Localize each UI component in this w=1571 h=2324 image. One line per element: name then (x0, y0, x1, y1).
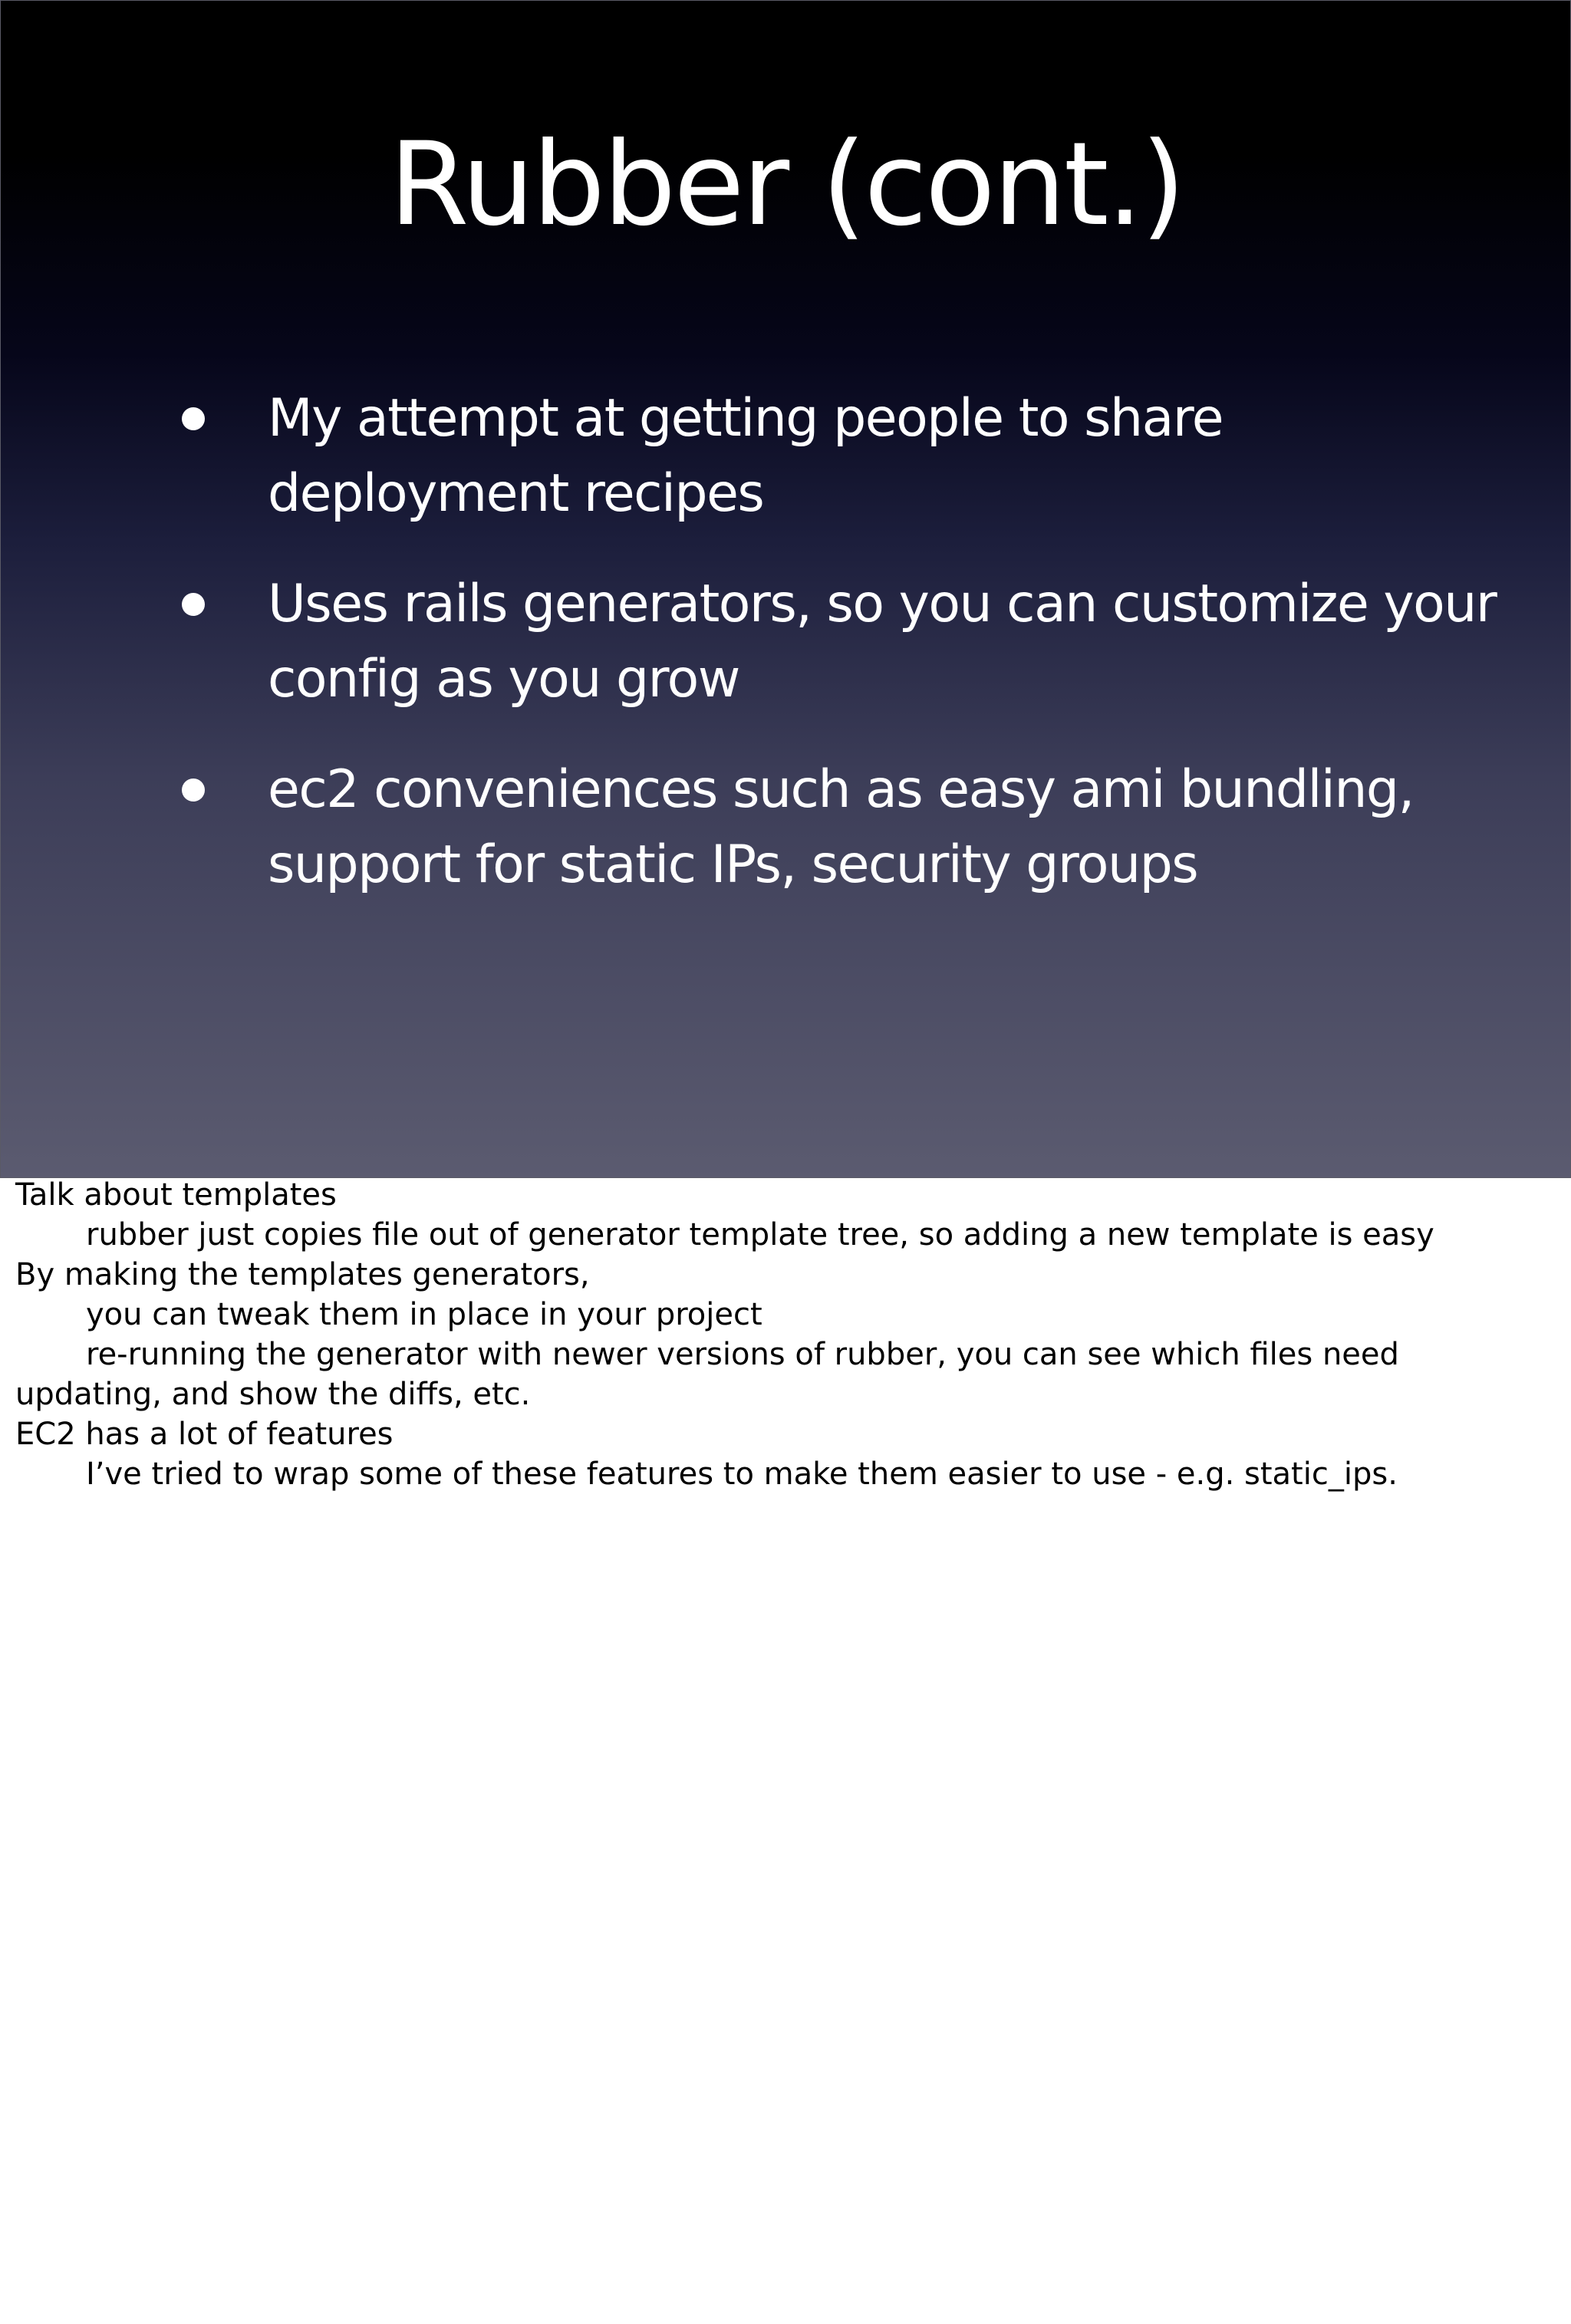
slide-title: Rubber (cont.) (389, 118, 1184, 252)
note-line: EC2 has a lot of features (15, 1417, 394, 1452)
bullet-item (182, 752, 1501, 903)
note-line: I’ve tried to wrap some of these features to make them easier to use - e.g. static_ips. (86, 1457, 1398, 1492)
note-line: Talk about templates (15, 1177, 337, 1213)
bullet-text: ec2 conveniences such as easy ami bundling, support for static IPs, security groups (268, 759, 1414, 895)
note-line: updating, and show the diffs, etc. (15, 1377, 531, 1412)
bullet-dot-icon (182, 593, 205, 616)
bullet-text: My attempt at getting people to share deployment recipes (268, 388, 1224, 524)
bullet-dot-icon (182, 407, 205, 430)
bullet-dot-icon (182, 779, 205, 802)
note-line: you can tweak them in place in your project (86, 1297, 762, 1332)
speaker-notes (15, 1175, 1557, 1494)
bullet-text: Uses rails generators, so you can customize your config as you grow (268, 574, 1497, 709)
note-line: rubber just copies file out of generator template tree, so adding a new template is easy (86, 1217, 1434, 1253)
note-line: By making the templates generators, (15, 1257, 590, 1292)
bullet-item (182, 381, 1501, 532)
bullet-list (182, 381, 1501, 938)
note-line: re-running the generator with newer versions of rubber, you can see which files need (86, 1337, 1399, 1372)
bullet-item (182, 567, 1501, 717)
